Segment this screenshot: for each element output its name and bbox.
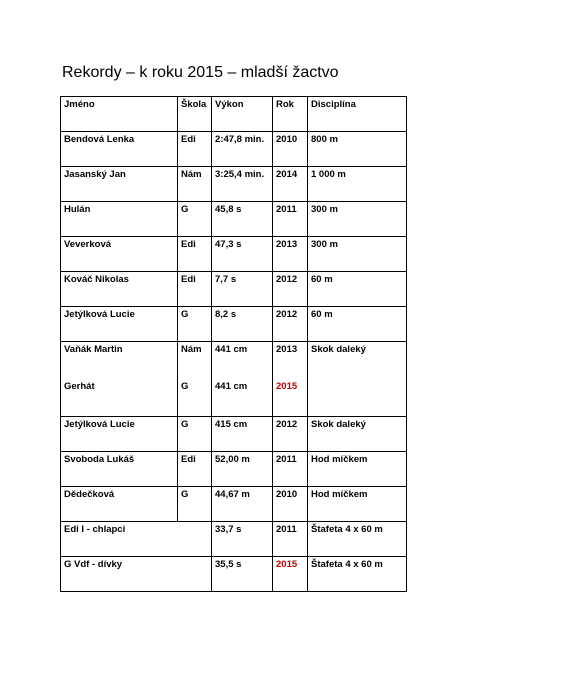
cell-year: 2010 (273, 487, 308, 522)
table-header-row (61, 97, 407, 132)
cell-discipline: 800 m (308, 132, 407, 167)
table-row (61, 237, 407, 272)
cell-team: Edi I - chlapci (61, 522, 212, 557)
cell-result-second: 441 cm (215, 381, 248, 392)
header-name: Jméno (61, 97, 178, 132)
cell-result: 415 cm (212, 417, 273, 452)
cell-year: 2013 (273, 237, 308, 272)
cell-school: Edi (178, 132, 212, 167)
cell-discipline: 1 000 m (308, 167, 407, 202)
cell-school: G (178, 417, 212, 452)
cell-name: Bendová Lenka (61, 132, 178, 167)
cell-name: Jetýlková Lucie (61, 417, 178, 452)
records-table (60, 96, 407, 592)
page-title: Rekordy – k roku 2015 – mladší žactvo (62, 64, 339, 81)
cell-name: Jetýlková Lucie (61, 307, 178, 342)
cell-result: 8,2 s (212, 307, 273, 342)
cell-school: G (178, 487, 212, 522)
cell-school: Edi (178, 272, 212, 307)
cell-name: Svoboda Lukáš (61, 452, 178, 487)
table-row (61, 417, 407, 452)
cell-discipline: Štafeta 4 x 60 m (308, 522, 407, 557)
cell-year: 2012 (273, 307, 308, 342)
table-row (61, 487, 407, 522)
cell-name-second: Gerhát (64, 381, 95, 392)
cell-result: 45,8 s (212, 202, 273, 237)
cell-name: Kováč Nikolas (61, 272, 178, 307)
cell-discipline: Skok daleký (308, 417, 407, 452)
cell-school: G (178, 307, 212, 342)
cell-school-second: G (181, 381, 189, 392)
cell-year (273, 342, 308, 417)
cell-result: 3:25,4 min. (212, 167, 273, 202)
cell-year: 2014 (273, 167, 308, 202)
cell-result: 52,00 m (212, 452, 273, 487)
cell-year-first: 2013 (276, 344, 298, 355)
header-discipline: Disciplína (308, 97, 407, 132)
header-result: Výkon (212, 97, 273, 132)
cell-result: 2:47,8 min. (212, 132, 273, 167)
table-row (61, 307, 407, 342)
cell-discipline-first: Skok daleký (311, 344, 366, 355)
cell-school (178, 342, 212, 417)
table-row (61, 167, 407, 202)
cell-discipline: 60 m (308, 272, 407, 307)
cell-discipline: 300 m (308, 237, 407, 272)
cell-result: 47,3 s (212, 237, 273, 272)
cell-year: 2011 (273, 452, 308, 487)
cell-discipline: 60 m (308, 307, 407, 342)
cell-year: 2012 (273, 272, 308, 307)
table-row (61, 452, 407, 487)
cell-team: G Vdf - dívky (61, 557, 212, 592)
cell-year-second: 2015 (276, 381, 298, 392)
cell-name: Dědečková (61, 487, 178, 522)
cell-discipline: Hod míčkem (308, 487, 407, 522)
cell-name: Jasanský Jan (61, 167, 178, 202)
cell-discipline: Štafeta 4 x 60 m (308, 557, 407, 592)
table-row-relay (61, 557, 407, 592)
table-row-relay (61, 522, 407, 557)
cell-name: Hulán (61, 202, 178, 237)
cell-discipline (308, 342, 407, 417)
table-row-long-jump-tied (61, 342, 407, 417)
table-row (61, 202, 407, 237)
table-row (61, 272, 407, 307)
table-row (61, 132, 407, 167)
cell-result: 44,67 m (212, 487, 273, 522)
cell-result (212, 342, 273, 417)
cell-name: Veverková (61, 237, 178, 272)
cell-school: G (178, 202, 212, 237)
cell-result-first: 441 cm (215, 344, 248, 355)
cell-result: 7,7 s (212, 272, 273, 307)
header-school: Škola (178, 97, 212, 132)
header-year: Rok (273, 97, 308, 132)
cell-year: 2012 (273, 417, 308, 452)
cell-name (61, 342, 178, 417)
cell-discipline-second (308, 379, 406, 416)
cell-result: 35,5 s (212, 557, 273, 592)
cell-discipline: Hod míčkem (308, 452, 407, 487)
cell-school-first: Nám (181, 344, 202, 355)
cell-year: 2011 (273, 522, 308, 557)
cell-year: 2015 (273, 557, 308, 592)
cell-school: Nám (178, 167, 212, 202)
cell-year: 2010 (273, 132, 308, 167)
cell-name-first: Vaňák Martin (64, 344, 123, 355)
cell-result: 33,7 s (212, 522, 273, 557)
cell-school: Edi (178, 237, 212, 272)
cell-year: 2011 (273, 202, 308, 237)
cell-school: Edi (178, 452, 212, 487)
cell-discipline: 300 m (308, 202, 407, 237)
